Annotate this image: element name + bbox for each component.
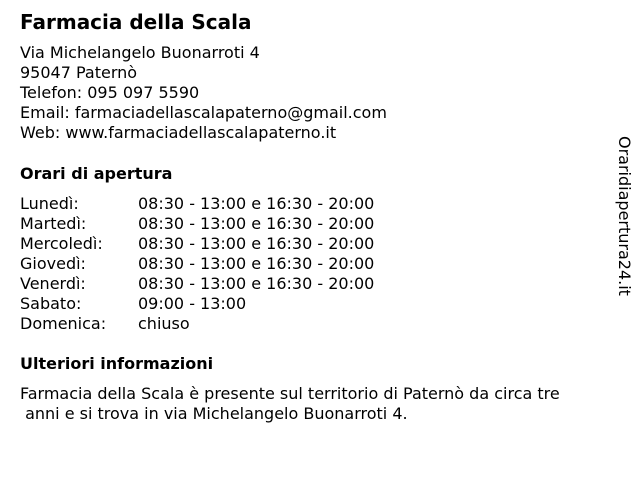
further-info-text: [20, 384, 620, 424]
address-street: Via Michelangelo Buonarroti 4: [20, 43, 260, 62]
day-label: Martedì:: [20, 214, 87, 233]
website-address: Web: www.farmaciadellascalapaterno.it: [20, 123, 337, 142]
day-hours: 08:30 - 13:00 e 16:30 - 20:00: [138, 254, 375, 273]
day-label: Domenica:: [20, 314, 107, 333]
day-label: Mercoledì:: [20, 234, 103, 253]
address-city: 95047 Paternò: [20, 63, 138, 82]
day-hours: chiuso: [138, 314, 190, 333]
day-hours: 08:30 - 13:00 e 16:30 - 20:00: [138, 274, 375, 293]
contact-block: [20, 43, 387, 143]
opening-hours-heading: Orari di apertura: [20, 164, 173, 183]
phone-number: Telefon: 095 097 5590: [20, 83, 200, 102]
day-hours: 08:30 - 13:00 e 16:30 - 20:00: [138, 194, 375, 213]
day-label: Venerdì:: [20, 274, 86, 293]
day-label: Lunedì:: [20, 194, 79, 213]
day-hours: 08:30 - 13:00 e 16:30 - 20:00: [138, 234, 375, 253]
info-line: anni e si trova in via Michelangelo Buonarroti 4.: [20, 404, 408, 423]
day-hours: 08:30 - 13:00 e 16:30 - 20:00: [138, 214, 375, 233]
day-label: Sabato:: [20, 294, 82, 313]
pharmacy-name: Farmacia della Scala: [20, 10, 252, 34]
day-label: Giovedì:: [20, 254, 86, 273]
day-hours: 09:00 - 13:00: [138, 294, 247, 313]
info-line: Farmacia della Scala è presente sul territorio di Paternò da circa tre: [20, 384, 560, 403]
further-info-heading: Ulteriori informazioni: [20, 354, 214, 373]
site-watermark: Oraridiapertura24.it: [615, 136, 634, 296]
email-address: Email: farmaciadellascalapaterno@gmail.com: [20, 103, 387, 122]
